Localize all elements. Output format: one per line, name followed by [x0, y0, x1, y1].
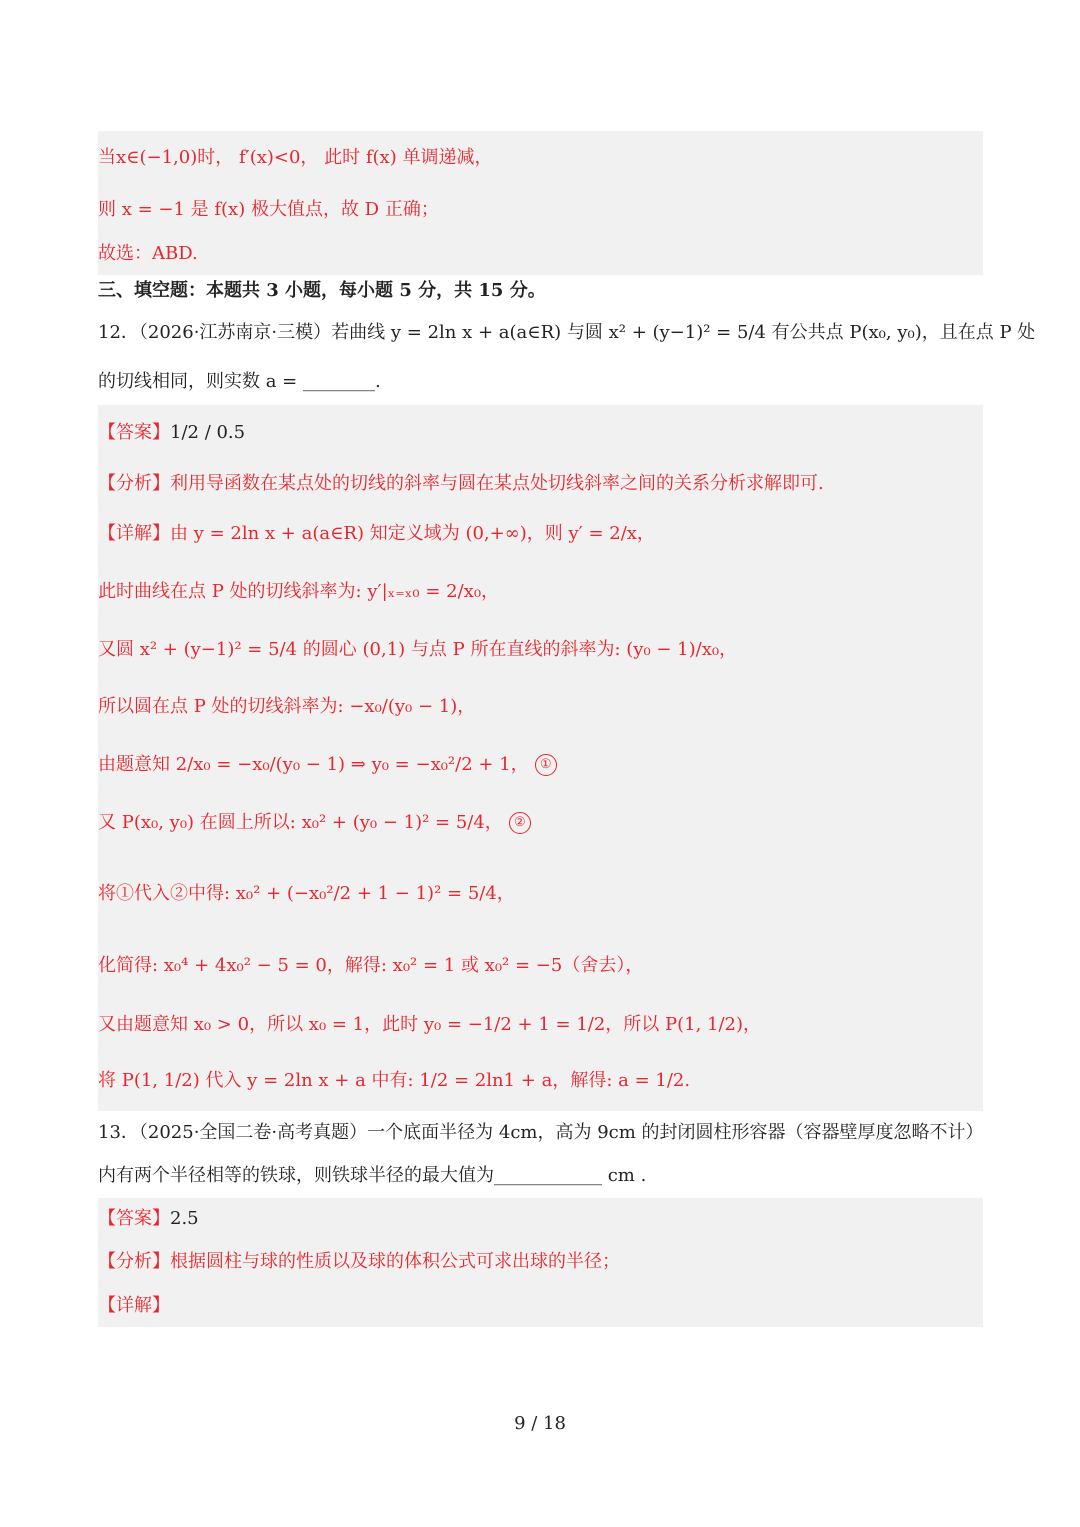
page-number: 9 / 18: [514, 1413, 566, 1434]
q12-detail-7: 将①代入②中得: x₀² + (−x₀²/2 + 1 − 1)² = 5/4，: [98, 883, 515, 904]
q12-answer: [98, 421, 245, 445]
q12-detail-9: 又由题意知 x₀ > 0，所以 x₀ = 1，此时 y₀ = −1/2 + 1 = 1/2，所以 P(1, 1/2)，: [98, 1014, 762, 1035]
prev-line-1: 当x∈(−1,0)时， f′(x)<0， 此时 f(x) 单调递减，: [98, 147, 493, 168]
q12-detail-3: 又圆 x² + (y−1)² = 5/4 的圆心 (0,1) 与点 P 所在直线的斜率为: (y₀ − 1)/x₀，: [98, 639, 738, 660]
q13-answer-tag: 【答案】: [98, 1208, 170, 1229]
prev-line-2: 则 x = −1 是 f(x) 极大值点，故 D 正确；: [98, 199, 439, 220]
q12-answer-tag: 【答案】: [98, 422, 170, 443]
q13-answer-value: 2.5: [170, 1208, 199, 1229]
q13-analysis-text: 根据圆柱与球的性质以及球的体积公式可求出球的半径；: [170, 1251, 620, 1272]
q12-detail-2: 此时曲线在点 P 处的切线斜率为: y′|ₓ₌ₓ₀ = 2/x₀，: [98, 581, 500, 602]
q12-detail-6: [98, 811, 531, 835]
section-heading: 三、填空题：本题共 3 小题，每小题 5 分，共 15 分。: [98, 280, 546, 301]
q12-stem-line2: 的切线相同，则实数 a = ________.: [98, 371, 381, 392]
q13-answer: [98, 1207, 199, 1231]
q12-answer-value: 1/2 / 0.5: [170, 422, 246, 443]
q12-detail-4: 所以圆在点 P 处的切线斜率为: −x₀/(y₀ − 1)，: [98, 696, 476, 717]
q12-analysis: [98, 472, 824, 496]
circled-one: ①: [535, 754, 557, 776]
q12-detail-tag: 【详解】: [98, 523, 170, 544]
q13-analysis: [98, 1250, 620, 1274]
q12-detail-line-1: 由 y = 2ln x + a(a∈R) 知定义域为 (0,+∞)，则 y′ = 2/x，: [170, 523, 655, 544]
q12-detail-5: [98, 753, 557, 777]
q12-detail-10: 将 P(1, 1/2) 代入 y = 2ln x + a 中有: 1/2 = 2ln1 + a，解得: a = 1/2.: [98, 1070, 691, 1091]
q13-analysis-tag: 【分析】: [98, 1251, 170, 1272]
q12-detail-line-5: 由题意知 2/x₀ = −x₀/(y₀ − 1) ⇒ y₀ = −x₀²/2 + 1，: [98, 754, 529, 775]
q12-analysis-tag: 【分析】: [98, 473, 170, 494]
circled-two: ②: [509, 812, 531, 834]
q13-detail-tag: 【详解】: [98, 1295, 170, 1316]
q12-detail-1: [98, 522, 655, 546]
q12-analysis-text: 利用导函数在某点处的切线的斜率与圆在某点处切线斜率之间的关系分析求解即可.: [170, 473, 824, 494]
q12-detail-8: 化简得: x₀⁴ + 4x₀² − 5 = 0，解得: x₀² = 1 或 x₀² = −5（舍去），: [98, 955, 644, 976]
q12-stem-line1: 12．（2026·江苏南京·三模）若曲线 y = 2ln x + a(a∈R) 与圆 x² + (y−1)² = 5/4 有公共点 P(x₀, y₀)，且在点 P 处: [98, 322, 1036, 343]
q13-stem-line1: 13．（2025·全国二卷·高考真题）一个底面半径为 4cm，高为 9cm 的封闭圆柱形容器（容器壁厚度忽略不计）: [98, 1122, 984, 1143]
q12-detail-line-6: 又 P(x₀, y₀) 在圆上所以: x₀² + (y₀ − 1)² = 5/4，: [98, 812, 503, 833]
prev-line-3: 故选：ABD.: [98, 243, 198, 264]
q13-stem-line2: 内有两个半径相等的铁球，则铁球半径的最大值为____________ cm .: [98, 1165, 647, 1186]
